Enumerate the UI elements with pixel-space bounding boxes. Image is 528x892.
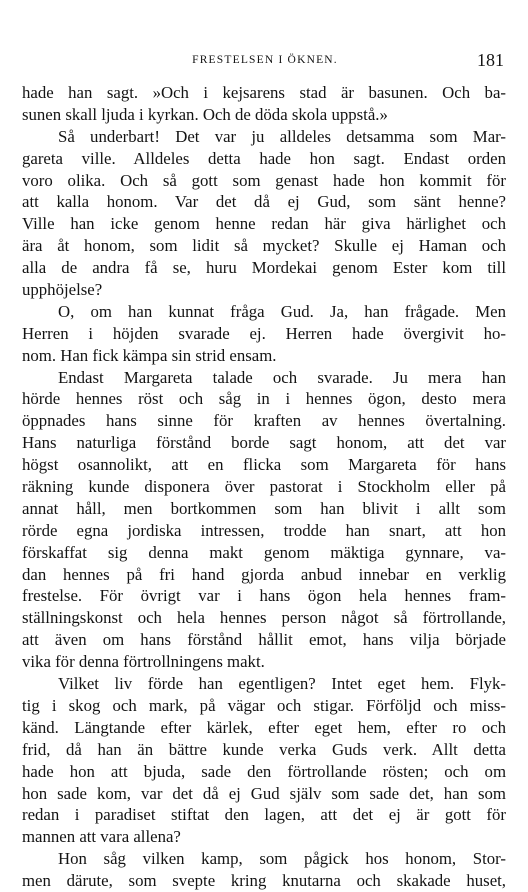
- text-line: räkning kunde disponera över pastorat i Stockholm eller på: [22, 477, 506, 497]
- text-line: hade hon att bjuda, sade den förtrollande rösten; och om: [22, 761, 506, 781]
- text-line: Hans naturliga förstånd borde sagt honom, att det var: [22, 433, 506, 453]
- text-line: alla de andra få se, huru Mordekai genom Ester kom till: [22, 258, 506, 278]
- text-line: mannen att vara allena?: [22, 827, 181, 847]
- text-line: högst osannolikt, att en flicka som Margareta för hans: [22, 455, 506, 475]
- text-line: voro olika. Och så gott som genast hade hon kommit för: [22, 170, 506, 190]
- text-line: hade han sagt. »Och i kejsarens stad är basunen. Och ba-: [22, 83, 506, 102]
- body-text: [22, 82, 506, 892]
- page-header: [22, 52, 508, 76]
- running-title: FRESTELSEN I ÖKNEN.: [192, 54, 338, 66]
- text-line: upphöjelse?: [22, 280, 103, 300]
- text-line: dan hennes på fri hand gjorda anbud innebar en verklig: [22, 564, 506, 584]
- text-line: vika för denna förtrollningens makt.: [22, 652, 265, 672]
- text-line: att kalla honom. Var det då ej Gud, som sänt henne?: [22, 192, 506, 212]
- text-line: redan i paradiset stiftat den lagen, att det ej är gott för: [22, 805, 506, 825]
- text-line: Endast Margareta talade och svarade. Ju mera han: [58, 367, 506, 387]
- text-line: sunen skall ljuda i kyrkan. Och de döda skola uppstå.»: [22, 104, 388, 124]
- text-line: O, om han kunnat fråga Gud. Ja, han frågade. Men: [58, 301, 506, 321]
- text-line: rörde egna jordiska intressen, trodde han snart, att hon: [22, 520, 506, 540]
- text-line: ställningskonst och hela hennes person något så förtrollande,: [22, 608, 506, 628]
- text-line: öppnades hans sinne för kraften av hennes övertalning.: [22, 411, 506, 431]
- text-line: förskaffat sig denna makt genom mäktiga gynnare, va-: [22, 542, 506, 562]
- text-line: annat håll, men bortkommen som han blivit i allt som: [22, 498, 506, 518]
- text-line: tig i skog och mark, på vägar och stigar. Förföljd och miss-: [22, 695, 506, 715]
- text-line: men därute, som svepte kring knutarna och skakade huset,: [22, 871, 506, 891]
- text-line: Ville han icke genom henne redan här giva härlighet och: [22, 214, 506, 234]
- text-line: nom. Han fick kämpa sin strid ensam.: [22, 345, 277, 365]
- text-line: frestelse. För övrigt var i hans ögon hela hennes fram-: [22, 586, 506, 606]
- text-line: Hon såg vilken kamp, som pågick hos honom, Stor-: [58, 849, 506, 869]
- text-line: Herren i höjden svarade ej. Herren hade övergivit ho-: [22, 323, 506, 343]
- text-line: hörde hennes röst och såg in i hennes ögon, desto mera: [22, 389, 506, 409]
- text-line: Så underbart! Det var ju alldeles detsamma som Mar-: [58, 126, 506, 146]
- text-line: Vilket liv förde han egentligen? Intet eget hem. Flyk-: [58, 674, 506, 694]
- text-line: ära åt honom, som lidit så mycket? Skulle ej Haman och: [22, 236, 506, 256]
- text-line: gareta ville. Alldeles detta hade hon sagt. Endast orden: [22, 148, 506, 168]
- text-line: frid, då han än bättre kunde verka Guds verk. Allt detta: [22, 739, 506, 759]
- text-line: att även om hans förstånd hållit emot, hans vilja började: [22, 630, 506, 650]
- text-line: hon sade kom, var det då ej Gud själv som sade det, han som: [22, 783, 506, 803]
- text-line: känd. Längtande efter kärlek, efter eget hem, efter ro och: [22, 717, 506, 737]
- page-number: 181: [477, 50, 504, 70]
